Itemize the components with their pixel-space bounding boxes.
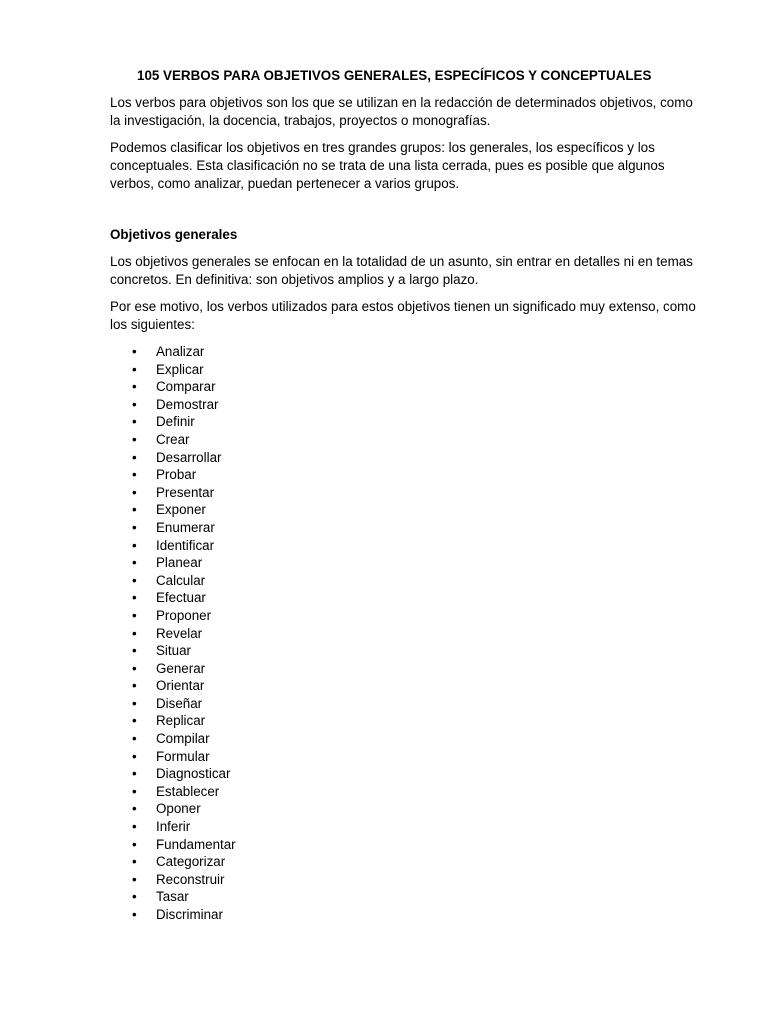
list-item (110, 625, 700, 643)
list-item-label: Establecer (156, 783, 220, 799)
list-item-label: Oponer (156, 801, 201, 817)
bullet-icon: • (132, 414, 137, 430)
bullet-icon: • (132, 502, 137, 518)
bullet-icon: • (132, 783, 137, 799)
list-item-label: Planear (156, 555, 203, 571)
list-item (110, 906, 700, 924)
list-item-label: Fundamentar (156, 836, 236, 852)
bullet-icon: • (132, 537, 137, 553)
list-item (110, 695, 700, 713)
bullet-icon: • (132, 449, 137, 465)
list-item-label: Compilar (156, 731, 210, 747)
list-item-label: Formular (156, 748, 210, 764)
list-item (110, 748, 700, 766)
bullet-icon: • (132, 889, 137, 905)
list-item (110, 607, 700, 625)
list-item-label: Orientar (156, 678, 205, 694)
intro-paragraph-2: Podemos clasificar los objetivos en tres grandes grupos: los generales, los específicos y los conceptuales. Esta clasificación no se trata de una lista cerrada, pues es posible que algunos verbos, como analizar, puedan pertenecer a varios grupos. (110, 140, 665, 191)
list-item (110, 730, 700, 748)
list-item (110, 343, 700, 361)
list-item (110, 396, 700, 414)
list-item (110, 554, 700, 572)
list-item-label: Situar (156, 643, 191, 659)
bullet-icon: • (132, 396, 137, 412)
list-item (110, 836, 700, 854)
list-item-label: Efectuar (156, 590, 206, 606)
list-item (110, 484, 700, 502)
list-item (110, 501, 700, 519)
verb-list (110, 343, 700, 924)
list-item (110, 361, 700, 379)
list-item-label: Tasar (156, 889, 189, 905)
list-item (110, 818, 700, 836)
list-item (110, 853, 700, 871)
list-item-label: Desarrollar (156, 449, 222, 465)
list-item-label: Proponer (156, 607, 212, 623)
list-item-label: Identificar (156, 537, 215, 553)
list-item-label: Diagnosticar (156, 766, 231, 782)
list-item-label: Definir (156, 414, 195, 430)
bullet-icon: • (132, 431, 137, 447)
bullet-icon: • (132, 590, 137, 606)
bullet-icon: • (132, 836, 137, 852)
bullet-icon: • (132, 748, 137, 764)
list-item (110, 413, 700, 431)
bullet-icon: • (132, 607, 137, 623)
bullet-icon: • (132, 519, 137, 535)
bullet-icon: • (132, 625, 137, 641)
list-item-label: Generar (156, 660, 206, 676)
bullet-icon: • (132, 871, 137, 887)
list-item-label: Calcular (156, 572, 206, 588)
section-paragraph-1: Los objetivos generales se enfocan en la totalidad de un asunto, sin entrar en detalles ni en temas concretos. En definitiva: son objetivos amplios y a largo plazo. (110, 254, 693, 287)
bullet-icon: • (132, 801, 137, 817)
bullet-icon: • (132, 819, 137, 835)
list-item (110, 431, 700, 449)
list-item (110, 660, 700, 678)
list-item (110, 677, 700, 695)
list-item-label: Diseñar (156, 695, 203, 711)
list-item-label: Crear (156, 431, 190, 447)
list-item (110, 642, 700, 660)
list-item (110, 537, 700, 555)
list-item-label: Revelar (156, 625, 203, 641)
bullet-icon: • (132, 361, 137, 377)
list-item-label: Discriminar (156, 907, 223, 922)
bullet-icon: • (132, 731, 137, 747)
bullet-icon: • (132, 713, 137, 729)
bullet-icon: • (132, 555, 137, 571)
list-item-label: Comparar (156, 379, 216, 395)
list-item (110, 589, 700, 607)
bullet-icon: • (132, 572, 137, 588)
list-item-label: Categorizar (156, 854, 226, 870)
list-item-label: Analizar (156, 344, 205, 359)
bullet-icon: • (132, 643, 137, 659)
bullet-icon: • (132, 467, 137, 483)
list-item (110, 888, 700, 906)
list-item-label: Probar (156, 467, 197, 483)
bullet-icon: • (132, 344, 137, 359)
list-item (110, 466, 700, 484)
bullet-icon: • (132, 678, 137, 694)
list-item (110, 712, 700, 730)
list-item (110, 572, 700, 590)
list-item-label: Exponer (156, 502, 206, 518)
document-title: 105 VERBOS PARA OBJETIVOS GENERALES, ESPECÍFICOS Y CONCEPTUALES (137, 68, 652, 83)
list-item-label: Enumerar (156, 519, 215, 535)
list-item-label: Inferir (156, 819, 191, 835)
bullet-icon: • (132, 766, 137, 782)
list-item (110, 449, 700, 467)
bullet-icon: • (132, 854, 137, 870)
list-item (110, 765, 700, 783)
bullet-icon: • (132, 660, 137, 676)
intro-paragraph-1: Los verbos para objetivos son los que se utilizan en la redacción de determinados objetivos, como la investigación, la docencia, trabajos, proyectos o monografías. (110, 95, 693, 128)
list-item-label: Reconstruir (156, 871, 225, 887)
list-item (110, 519, 700, 537)
bullet-icon: • (132, 484, 137, 500)
list-item (110, 378, 700, 396)
bullet-icon: • (132, 379, 137, 395)
list-item-label: Replicar (156, 713, 206, 729)
bullet-icon: • (132, 907, 137, 922)
bullet-icon: • (132, 695, 137, 711)
list-item (110, 783, 700, 801)
list-item (110, 871, 700, 889)
section-paragraph-2: Por ese motivo, los verbos utilizados para estos objetivos tienen un significado muy extenso, como los siguientes: (110, 299, 696, 332)
list-item-label: Presentar (156, 484, 215, 500)
list-item-label: Explicar (156, 361, 204, 377)
section-heading: Objetivos generales (110, 227, 238, 242)
list-item (110, 800, 700, 818)
list-item-label: Demostrar (156, 396, 219, 412)
